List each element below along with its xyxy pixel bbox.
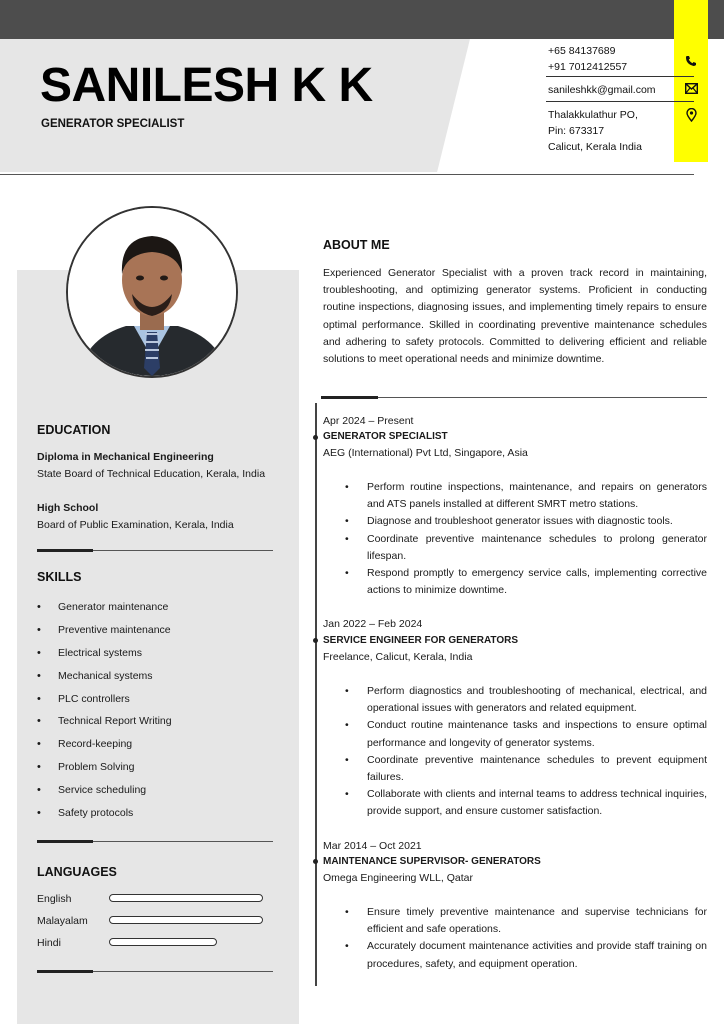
job-title: SERVICE ENGINEER FOR GENERATORS: [323, 635, 519, 646]
timeline-dot: [313, 859, 318, 864]
phone-number[interactable]: +65 84137689: [548, 45, 616, 57]
duty-item: • Collaborate with clients and internal teams to address technical inquiries, provide support, and ensure customer satisfaction.: [345, 786, 707, 820]
duty-item: • Conduct routine maintenance tasks and inspections to ensure optimal performance and longevity of generator systems.: [345, 717, 707, 751]
duty-item: • Perform routine inspections, maintenance, and repairs on generators and ATS panels installed at different SMRT metro stations.: [345, 479, 707, 513]
language-name: Malayalam: [37, 915, 88, 927]
duty-item: • Ensure timely preventive maintenance and supervise technicians for efficient and safe operations.: [345, 904, 707, 938]
language-level-bar: [109, 938, 217, 946]
job-duties: [345, 904, 707, 973]
skill-item: • Record-keeping: [37, 735, 172, 758]
contact-address: [548, 107, 642, 155]
job-company: AEG (International) Pvt Ltd, Singapore, Asia: [323, 447, 528, 459]
education-institution: State Board of Technical Education, Kerala, India: [37, 468, 266, 480]
education-heading: EDUCATION: [37, 423, 111, 437]
skill-item: • PLC controllers: [37, 690, 172, 713]
contact-email[interactable]: [548, 82, 656, 98]
languages-heading: LANGUAGES: [37, 865, 117, 879]
skill-item: • Preventive maintenance: [37, 621, 172, 644]
avatar: [68, 208, 236, 376]
address-line: Thalakkulathur PO,: [548, 109, 638, 121]
skill-item: • Generator maintenance: [37, 598, 172, 621]
candidate-name: SANILESH K K: [40, 59, 373, 112]
section-divider-accent: [37, 840, 93, 843]
phone-icon: [684, 55, 698, 69]
education-degree: Diploma in Mechanical Engineering: [37, 451, 214, 463]
language-level-bar: [109, 894, 263, 902]
job-title: MAINTENANCE SUPERVISOR- GENERATORS: [323, 856, 541, 867]
address-line: Calicut, Kerala India: [548, 141, 642, 153]
language-level-bar: [109, 916, 263, 924]
timeline-dot: [313, 638, 318, 643]
duty-item: • Respond promptly to emergency service calls, implementing corrective actions to minimize downtime.: [345, 565, 707, 599]
duty-item: • Coordinate preventive maintenance schedules to prolong generator lifespan.: [345, 531, 707, 565]
job-duties: [345, 683, 707, 821]
skill-item: • Mechanical systems: [37, 667, 172, 690]
section-divider-accent: [37, 549, 93, 552]
address-line: Pin: 673317: [548, 125, 605, 137]
contact-divider: [546, 101, 694, 102]
job-title: GENERATOR SPECIALIST: [323, 431, 448, 442]
job-company: Freelance, Calicut, Kerala, India: [323, 651, 473, 663]
skills-list: [37, 598, 172, 827]
profile-photo: [66, 206, 238, 378]
job-duties: [345, 479, 707, 599]
candidate-title: GENERATOR SPECIALIST: [41, 118, 185, 130]
job-company: Omega Engineering WLL, Qatar: [323, 872, 473, 884]
skill-item: • Technical Report Writing: [37, 712, 172, 735]
language-name: Hindi: [37, 937, 61, 949]
accent-strip: [674, 0, 708, 162]
duty-item: • Coordinate preventive maintenance schedules to prevent equipment failures.: [345, 752, 707, 786]
duty-item: • Diagnose and troubleshoot generator issues with diagnostic tools.: [345, 513, 707, 530]
skill-item: • Electrical systems: [37, 644, 172, 667]
skill-item: • Problem Solving: [37, 758, 172, 781]
skill-item: • Safety protocols: [37, 804, 172, 827]
top-bar: [0, 0, 724, 39]
skill-item: • Service scheduling: [37, 781, 172, 804]
contact-phones: [548, 43, 627, 75]
about-paragraph: Experienced Generator Specialist with a proven track record in maintaining, troubleshooting, and optimizing generator systems. Proficient in conducting routine inspections, diagnosing issues, and implementing timely repairs to ensure optimal performance. Skilled in coordinating preventive maintenance schedules and adhering to safety protocols. Committed to delivering efficient and reliable solutions to meet operational needs and minimize downtime.: [323, 267, 707, 366]
language-name: English: [37, 893, 72, 905]
section-divider-accent: [37, 970, 93, 973]
email-address[interactable]: sanileshkk@gmail.com: [548, 84, 656, 96]
phone-number[interactable]: +91 7012412557: [548, 61, 628, 73]
job-dates: Apr 2024 – Present: [323, 415, 414, 427]
envelope-icon: [684, 83, 698, 97]
section-divider-accent: [321, 396, 378, 399]
header-divider: [0, 174, 694, 175]
job-dates: Mar 2014 – Oct 2021: [323, 840, 422, 852]
timeline-dot: [313, 435, 318, 440]
job-dates: Jan 2022 – Feb 2024: [323, 618, 423, 630]
experience-timeline: [315, 403, 317, 986]
location-pin-icon: [684, 108, 698, 122]
skills-heading: SKILLS: [37, 570, 82, 584]
duty-item: • Perform diagnostics and troubleshooting of mechanical, electrical, and operational issues with generators and related equipment.: [345, 683, 707, 717]
education-institution: Board of Public Examination, Kerala, India: [37, 519, 234, 531]
section-divider: [321, 397, 707, 398]
about-heading: ABOUT ME: [323, 238, 390, 252]
contact-divider: [546, 76, 694, 77]
education-degree: High School: [37, 502, 99, 514]
duty-item: • Accurately document maintenance activities and provide staff training on procedures, safety, and equipment operation.: [345, 938, 707, 972]
